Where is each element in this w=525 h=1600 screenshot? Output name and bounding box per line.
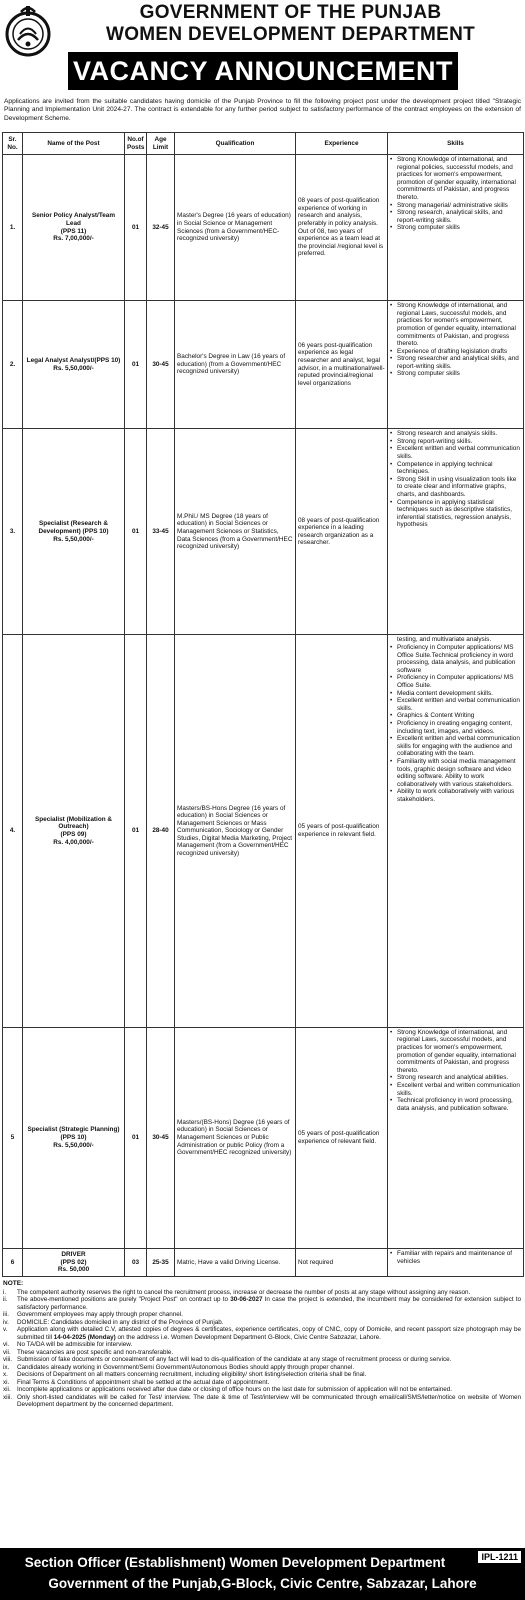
age-limit: 30-45 [147, 301, 175, 429]
note-item [3, 1379, 521, 1387]
qualification: Masters/BS-Hons Degree (16 years of education) in Social Sciences or Management Sciences or Mass Communication, Sociology or Gender Studies, Digital Media Marketing, Project Management (from a Government/HEC recognized university) [175, 635, 296, 1027]
note-deadline: 30-06-2027 [230, 1296, 263, 1303]
note-item [3, 1311, 521, 1319]
post-pps-scale: (PPS 10) [60, 1134, 87, 1142]
post-cell [23, 429, 125, 635]
age-limit: 32-45 [147, 155, 175, 301]
skills-list [390, 1029, 521, 1113]
number-of-posts: 01 [125, 301, 147, 429]
skills-cell [388, 429, 524, 635]
note-number: ii. [3, 1296, 8, 1303]
note-text: The above-mentioned positions are purely "Project Post" on contract up to [17, 1296, 231, 1303]
serial-number: 2. [3, 301, 23, 429]
skill-item: • Strong researcher and analytical skills, and report-writing skills. [390, 355, 521, 370]
header-posts: No.of Posts [125, 133, 147, 155]
footer [0, 1548, 525, 1600]
serial-number: 6 [3, 1248, 23, 1276]
skills-cell [388, 155, 524, 301]
skills-list [390, 1250, 521, 1265]
note-text: Only short-listed candidates will be called for Test/ interview. The date & time of Test/interview will be communicated through email/call/SMS/letter/notice on website of Women Development department by the concerned department. [17, 1393, 521, 1408]
note-text: The competent authority reserves the right to cancel the recruitment process, increase or decrease the number of posts at any stage without assigning any reason. [17, 1288, 471, 1296]
number-of-posts: 01 [125, 155, 147, 301]
note-number: vi. [3, 1341, 10, 1348]
skill-item: • Strong computer skills [390, 370, 521, 378]
post-cell [23, 1248, 125, 1276]
note-text: Incomplete applications or applications received after due date or closing of office hours on the last date for submission of application will not be entertained. [17, 1386, 452, 1393]
qualification: M.Phil./ MS Degree (18 years of education) in Social Sciences or Management Sciences or Statistics, Data Sciences (from a Government/HEC recognized university) [175, 429, 296, 635]
table-row [3, 1027, 524, 1248]
skills-continuation: testing, and multivariate analysis. [397, 636, 492, 644]
age-limit: 33-45 [147, 429, 175, 635]
notes-list [3, 1289, 521, 1409]
note-text: Final Terms & Conditions of appointment shall be settled at the actual date of appointment. [17, 1378, 270, 1386]
skill-item: • Excellent written and verbal communication skills for engaging with the audience and collaborating with the team. [390, 735, 521, 758]
note-number: iii. [3, 1311, 9, 1318]
post-cell [23, 1027, 125, 1248]
header-sr: Sr. No. [3, 133, 23, 155]
skill-item: • Familiar with repairs and maintenance of vehicles [390, 1250, 521, 1265]
note-number: vii. [3, 1348, 11, 1356]
note-text: These vacancies are post specific and non-transferable. [17, 1348, 174, 1356]
header-skills: Skills [388, 133, 524, 155]
note-item [3, 1394, 521, 1409]
skill-item: • Proficiency in Computer applications/ MS Office Suite. [390, 674, 521, 689]
experience: 05 years of post-qualification experience of relevant field. [296, 1027, 388, 1248]
skill-item: • Strong report-writing skills. [390, 438, 521, 446]
experience: Not required [296, 1248, 388, 1276]
skill-item: • Proficiency in Computer applications/ MS Office Suite.Technical proficiency in word processing, data analysis, and publication software [390, 644, 521, 674]
vacancy-banner: VACANCY ANNOUNCEMENT [68, 52, 458, 90]
note-number: ix. [3, 1363, 10, 1371]
ad-reference-code: IPL-1211 [478, 1551, 521, 1563]
post-name: Legal Analyst Analyst/(PPS 10) [26, 357, 121, 365]
note-item [3, 1341, 521, 1349]
age-limit: 25-35 [147, 1248, 175, 1276]
serial-number: 5 [3, 1027, 23, 1248]
note-item [3, 1326, 521, 1341]
footer-address: Government of the Punjab,G-Block, Civic Centre, Sabzazar, Lahore [48, 1576, 477, 1591]
skill-item: • Graphics & Content Writing [390, 712, 521, 720]
post-name: Specialist (Research & Development) (PPS 10) [38, 520, 109, 536]
post-name: Specialist (Strategic Planning) [27, 1126, 120, 1134]
post-pps-scale: (PPS 11) [60, 227, 87, 235]
number-of-posts: 01 [125, 429, 147, 635]
note-text: Candidates already working in Government/Semi Government/Autonomous Bodies should apply through proper channel. [17, 1363, 355, 1371]
notes-section [3, 1280, 521, 1409]
skill-item: • Competence in applying technical techniques. [390, 461, 521, 476]
post-name: Specialist (Mobilization & Outreach) [34, 815, 113, 831]
note-number: viii. [3, 1356, 13, 1363]
note-item [3, 1364, 521, 1372]
note-text: Application along with detailed C.V, attested copies of degrees & certificates, experience certificates, copy of CNIC, copy of Domicile, and recent passport size photograph may be submitted till [17, 1326, 521, 1341]
note-item [3, 1296, 521, 1311]
experience: 05 years of post-qualification experience in relevant field. [296, 635, 388, 1027]
age-limit: 28-40 [147, 635, 175, 1027]
post-cell [23, 301, 125, 429]
skill-item: • Strong Knowledge of international, and regional Laws, successful models, and practices for women's empowerment, promotion of gender equality, international commitments of Pakistan, and progress thereto. [390, 302, 521, 348]
note-item [3, 1349, 521, 1357]
skills-cell [388, 1248, 524, 1276]
note-number: i. [3, 1288, 7, 1296]
post-salary: Rs. 5,50,000/- [53, 535, 94, 543]
header-age: Age Limit [147, 133, 175, 155]
skill-item: • Strong Knowledge of international, and regional Laws, successful models, and practices for women's empowerment, promotion of gender equality, international commitments of Pakistan, and progress thereto. [390, 1029, 521, 1075]
skill-item: • Ability to work collaboratively with various stakeholders. [390, 788, 521, 803]
skill-item: • Strong research and analysis skills. [390, 430, 521, 438]
post-salary: Rs. 7,00,000/- [53, 235, 94, 243]
skills-list [390, 302, 521, 378]
table-row [3, 429, 524, 635]
note-item [3, 1371, 521, 1379]
note-text: Decisions of Department on all matters concerning recruitment, including eligibility/ short listing/selection criteria shall be final. [17, 1371, 367, 1378]
number-of-posts: 01 [125, 635, 147, 1027]
skills-list [390, 430, 521, 529]
post-cell [23, 155, 125, 301]
skill-item: • Proficiency in creating engaging content, including text, images, and videos. [390, 720, 521, 735]
intro-paragraph: Applications are invited from the suitable candidates having domicile of the Punjab Province to fill the following project post under the development project titled "Strategic Planning and Implementation Unit 2024-27. The contract is extendable for any further period subject to satisfactory performance of the contract employees on the extension of Development Scheme. [4, 98, 521, 122]
serial-number: 3. [3, 429, 23, 635]
post-salary: Rs. 5,50,000/- [53, 1141, 94, 1149]
number-of-posts: 03 [125, 1248, 147, 1276]
note-number: xiii. [3, 1393, 13, 1401]
post-pps-scale: (PPS 09) [60, 831, 87, 839]
table-header-row [3, 133, 524, 155]
header [0, 0, 525, 98]
experience: 06 years post-qualification experience as legal researcher and analyst, legal advisor, in a multinational/well-reputed provincial/regional level organizations [296, 301, 388, 429]
post-cell [23, 635, 125, 1027]
skill-item: • Strong research, analytical skills, and report-writing skills. [390, 209, 521, 224]
note-number: x. [3, 1371, 8, 1378]
skill-item: • Media content development skills. [390, 690, 521, 698]
note-text: In case the project is extended, the incumbent may be considered for extension subject to satisfactory performance. [17, 1296, 521, 1311]
note-item [3, 1289, 521, 1297]
qualification: Masters/(BS-Hons) Degree (16 years of education) in Social Sciences or Management Sciences or Public Administration or public Policy (from a Government/HEC recognized university) [175, 1027, 296, 1248]
note-text: DOMICILE: Candidates domiciled in any district of the Province of Punjab. [17, 1318, 224, 1326]
post-pps-scale: (PPS 02) [60, 1258, 87, 1266]
table-row [3, 635, 524, 1027]
skills-cell [388, 1027, 524, 1248]
skill-item: • Excellent verbal and written communication skills. [390, 1082, 521, 1097]
skill-item: • Competence in applying statistical techniques such as descriptive statistics, inferential statistics, regression analysis, hypothesis [390, 499, 521, 529]
experience: 08 years of post-qualification experience in a leading research organization as a researcher. [296, 429, 388, 635]
skill-item: • Strong Knowledge of international, and regional policies, successful models, and practices for women's empowerment, promotion of gender equality, international commitments of Pakistan, and progress thereto. [390, 156, 521, 202]
note-text: on the address i.e. Women Development Department G-Block, Civic Centre Sabzazar, Lahore. [115, 1333, 381, 1341]
footer-office: Section Officer (Establishment) Women Development Department [24, 1555, 446, 1570]
post-salary: Rs. 5,50,000/- [53, 364, 94, 372]
punjab-emblem-icon [4, 4, 52, 60]
note-text: No TA/DA will be admissible for interview. [17, 1341, 133, 1348]
note-item [3, 1319, 521, 1327]
age-limit: 30-45 [147, 1027, 175, 1248]
skill-item: • Experience of drafting legislation drafts [390, 348, 521, 356]
table-row [3, 301, 524, 429]
table-row [3, 155, 524, 301]
skills-list [390, 156, 521, 232]
post-name: Senior Policy Analyst/Team Lead [31, 212, 116, 227]
qualification: Bachelor's Degree in Law (16 years of education) (from a Government/HEC recognized university) [175, 301, 296, 429]
department-title: WOMEN DEVELOPMENT DEPARTMENT [105, 24, 476, 45]
skill-item: • Strong managerial/ administrative skills [390, 202, 521, 210]
post-name: DRIVER [61, 1251, 86, 1259]
note-item [3, 1356, 521, 1364]
qualification: Master's Degree (16 years of education) in Social Science or Management Sciences (from a Government/HEC-recognized university) [175, 155, 296, 301]
note-text: Government employees may apply through proper channel. [17, 1311, 183, 1318]
note-number: xi. [3, 1378, 10, 1386]
note-text: Submission of fake documents or concealment of any fact will lead to dis-qualification of the candidate at any stage of recruitment process or during service. [17, 1356, 452, 1363]
skills-list [390, 644, 521, 803]
note-deadline: 14-04-2025 (Monday) [53, 1333, 116, 1341]
skill-item: • Excellent written and verbal communication skills. [390, 697, 521, 712]
skill-item: • Excellent written and verbal communication skills. [390, 445, 521, 460]
note-number: xii. [3, 1386, 11, 1393]
government-title: GOVERNMENT OF THE PUNJAB [139, 2, 442, 23]
skill-item: • Strong computer skills [390, 224, 521, 232]
vacancy-table [2, 132, 524, 1277]
skills-cell [388, 635, 524, 1027]
post-salary: Rs. 4,00,000/- [53, 838, 94, 846]
note-number: v. [3, 1326, 8, 1333]
serial-number: 4. [3, 635, 23, 1027]
header-experience: Experience [296, 133, 388, 155]
qualification: Matric, Have a valid Driving License. [175, 1248, 296, 1276]
skill-item: • Technical proficiency in word processing, data analysis, and publication software. [390, 1097, 521, 1112]
number-of-posts: 01 [125, 1027, 147, 1248]
notes-heading: NOTE: [3, 1280, 24, 1287]
skill-item: • Familiarity with social media management tools, graphic design software and video editing software. Ability to work collaboratively with various stakeholders. [390, 758, 521, 788]
post-salary: Rs. 50,000 [57, 1266, 90, 1274]
skill-item: • Strong Skill in using visualization tools like to create clear and informative graphs, charts, and dashboards. [390, 476, 521, 499]
note-number: iv. [3, 1318, 9, 1326]
table-row [3, 1248, 524, 1276]
experience: 08 years of post-qualification experience of working in research and analysis, preferably in policy analysis. Out of 08, two years of experience as a team lead at the provincial /regional level is preferred. [296, 155, 388, 301]
serial-number: 1. [3, 155, 23, 301]
skill-item: • Strong research and analytical abilities. [390, 1074, 521, 1082]
header-qualification: Qualification [175, 133, 296, 155]
skills-cell [388, 301, 524, 429]
header-post: Name of the Post [23, 133, 125, 155]
note-item [3, 1386, 521, 1394]
